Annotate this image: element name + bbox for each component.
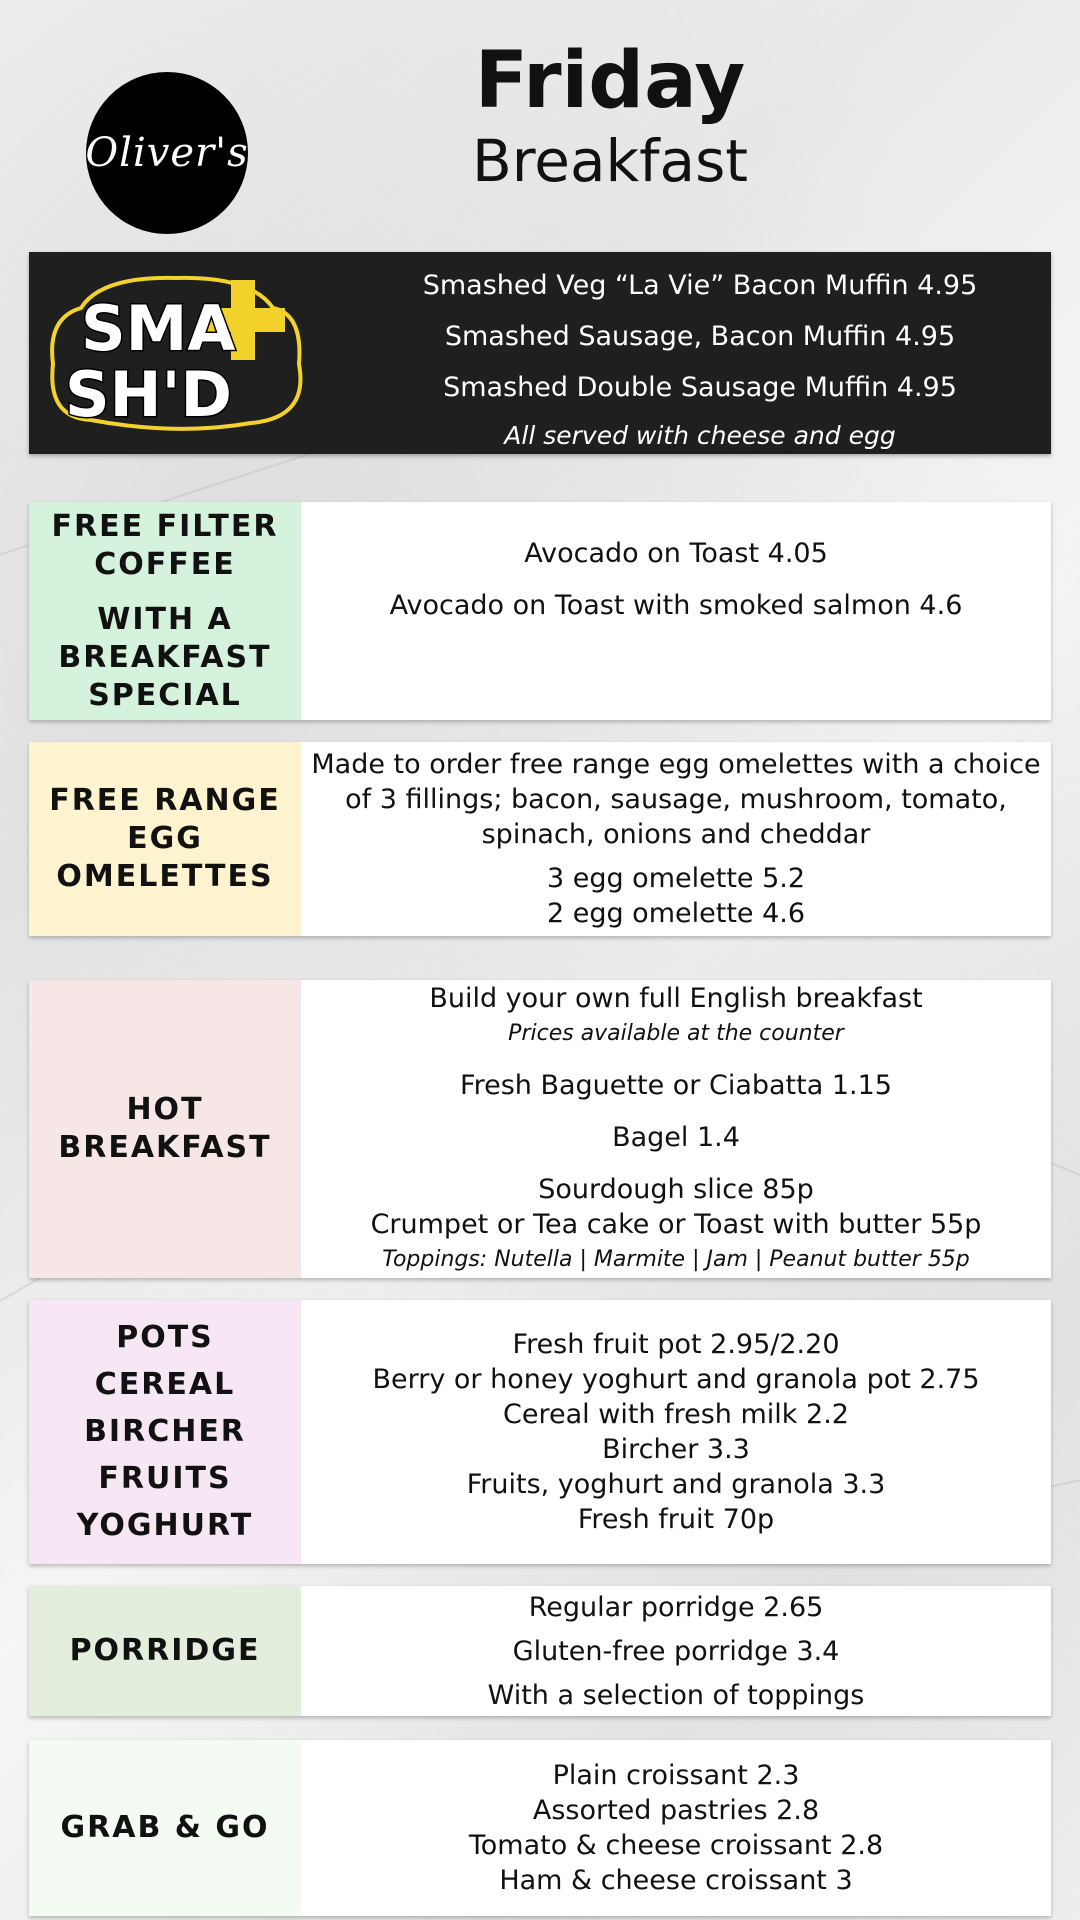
page-title xyxy=(360,36,860,196)
label-line: WITH A xyxy=(97,601,233,637)
menu-item: Sourdough slice 85p xyxy=(538,1174,814,1205)
section-label xyxy=(29,1740,301,1916)
menu-item: Berry or honey yoghurt and granola pot 2.75 xyxy=(372,1364,980,1395)
intro-note: Prices available at the counter xyxy=(508,1021,844,1046)
label-line: HOT xyxy=(126,1092,204,1127)
section-label xyxy=(29,1586,301,1716)
menu-item: Avocado on Toast with smoked salmon 4.6 xyxy=(389,590,963,621)
menu-item: Crumpet or Tea cake or Toast with butter 55p xyxy=(370,1209,982,1240)
day-title: Friday xyxy=(474,36,746,126)
label-line: POTS xyxy=(116,1320,214,1355)
menu-item: Regular porridge 2.65 xyxy=(528,1591,824,1623)
logo-text: Oliver's xyxy=(85,130,249,176)
description-line: Made to order free range egg omelettes with a choice xyxy=(311,749,1041,780)
menu-item: Fresh fruit 70p xyxy=(577,1504,775,1535)
section-hot-breakfast xyxy=(29,980,1051,1278)
menu-item: 3 egg omelette 5.2 xyxy=(546,863,806,894)
menu-item: Fruits, yoghurt and granola 3.3 xyxy=(466,1469,886,1500)
label-line: YOGHURT xyxy=(76,1508,254,1543)
smashed-banner xyxy=(29,252,1051,454)
menu-item: Fresh fruit pot 2.95/2.20 xyxy=(512,1329,840,1360)
section-content xyxy=(301,1740,1051,1916)
smashed-logo-line2: SH'D xyxy=(65,358,232,431)
label-line: GRAB & GO xyxy=(60,1810,270,1845)
menu-item: Gluten-free porridge 3.4 xyxy=(512,1635,840,1667)
label-line: SPECIAL xyxy=(88,677,242,713)
section-content xyxy=(301,1300,1051,1564)
section-label xyxy=(29,1300,301,1564)
section-label xyxy=(29,742,301,936)
section-porridge xyxy=(29,1586,1051,1716)
menu-item: Ham & cheese croissant 3 xyxy=(499,1865,853,1896)
menu-item: Smashed Double Sausage Muffin 4.95 xyxy=(443,372,957,403)
intro-text: Build your own full English breakfast xyxy=(429,983,923,1014)
label-line: EGG xyxy=(127,821,203,856)
menu-item: Cereal with fresh milk 2.2 xyxy=(503,1399,849,1430)
menu-item: 2 egg omelette 4.6 xyxy=(546,898,806,929)
menu-item: Smashed Sausage, Bacon Muffin 4.95 xyxy=(444,321,956,352)
label-line: BREAKFAST xyxy=(58,1130,272,1165)
section-label xyxy=(29,502,301,720)
label-line: FREE RANGE xyxy=(49,783,281,818)
menu-item: Bagel 1.4 xyxy=(612,1122,740,1153)
label-line: COFFEE xyxy=(94,546,236,582)
menu-item: Tomato & cheese croissant 2.8 xyxy=(468,1830,884,1861)
smashed-logo xyxy=(41,268,311,438)
menu-item: Smashed Veg “La Vie” Bacon Muffin 4.95 xyxy=(422,270,978,301)
menu-item: Fresh Baguette or Ciabatta 1.15 xyxy=(460,1070,892,1101)
label-line: BREAKFAST xyxy=(58,639,272,675)
section-pots xyxy=(29,1300,1051,1564)
label-line: FREE FILTER xyxy=(51,508,279,544)
label-line: OMELETTES xyxy=(56,859,274,894)
label-line: CEREAL xyxy=(94,1367,236,1402)
olivers-logo xyxy=(86,72,248,234)
menu-item: Assorted pastries 2.8 xyxy=(532,1795,820,1826)
toppings-note: Toppings: Nutella | Marmite | Jam | Peanut butter 55p xyxy=(382,1247,970,1272)
section-avocado xyxy=(29,502,1051,720)
meal-title: Breakfast xyxy=(471,127,749,195)
smashed-note: All served with cheese and egg xyxy=(504,421,896,450)
label-line: PORRIDGE xyxy=(69,1633,261,1668)
section-omelettes xyxy=(29,742,1051,936)
description-line: spinach, onions and cheddar xyxy=(481,819,871,850)
section-content xyxy=(301,502,1051,720)
description-line: of 3 fillings; bacon, sausage, mushroom, tomato, xyxy=(345,784,1007,815)
section-content xyxy=(301,1586,1051,1716)
section-content xyxy=(301,742,1051,936)
menu-item: Avocado on Toast 4.05 xyxy=(524,538,828,569)
menu-item: With a selection of toppings xyxy=(487,1679,865,1711)
section-grab-and-go xyxy=(29,1740,1051,1916)
section-content xyxy=(301,980,1051,1278)
smashed-logo-line1: SMA xyxy=(81,292,236,365)
menu-item: Bircher 3.3 xyxy=(602,1434,750,1465)
label-line: FRUITS xyxy=(98,1461,232,1496)
menu-item: Plain croissant 2.3 xyxy=(552,1760,800,1791)
label-line: BIRCHER xyxy=(84,1414,246,1449)
section-label xyxy=(29,980,301,1278)
smashed-items xyxy=(349,260,1051,459)
